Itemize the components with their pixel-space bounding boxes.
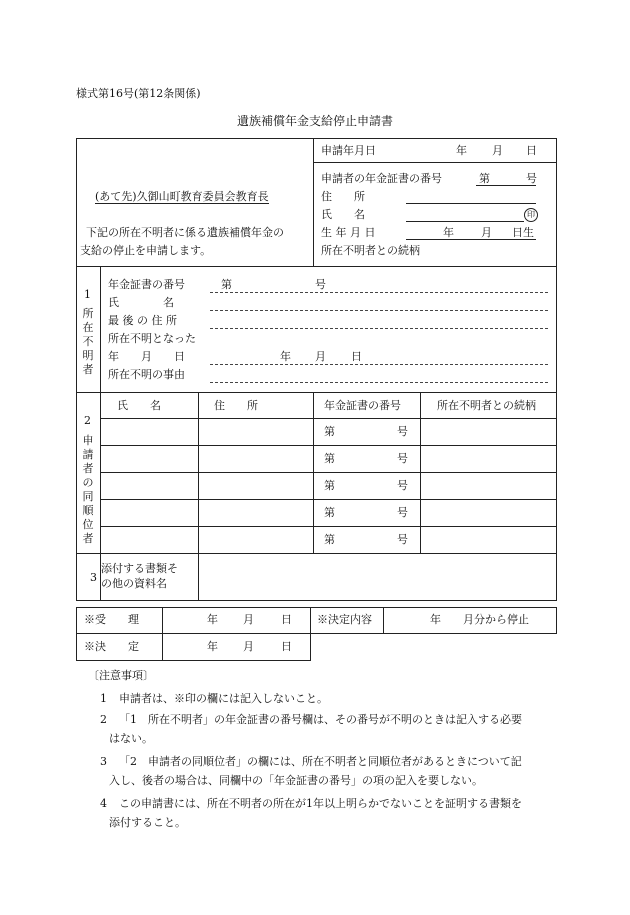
decided-label: ※決 定 xyxy=(84,640,139,653)
notes-heading: 〔注意事項〕 xyxy=(88,669,154,682)
section1-row-missing-since: 所在不明となった xyxy=(108,332,196,345)
birth-year-unit: 年 xyxy=(443,226,454,239)
application-year-unit: 年 xyxy=(456,144,467,157)
section2-row3-dai: 第 xyxy=(324,479,335,492)
note3-text-line1: 「2 申請者の同順位者」の欄には、所在不明者と同順位者があるときについて記 xyxy=(119,755,522,768)
section3-number: 3 xyxy=(90,571,97,584)
note4-text-line1: この申請書には、所在不明者の所在が1年以上明らかでないことを証明する書類を xyxy=(119,797,522,810)
note2-text-line1: 「1 所在不明者」の年金証書の番号欄は、その番号が不明のときは記入する必要 xyxy=(119,713,522,726)
address-field[interactable] xyxy=(406,203,536,204)
received-label: ※受 理 xyxy=(84,613,139,626)
relation-label: 所在不明者との続柄 xyxy=(321,244,420,257)
section1-number: 1 xyxy=(84,288,91,301)
form-title: 遺族補償年金支給停止申請書 xyxy=(236,114,393,128)
section3-attachments-field[interactable] xyxy=(199,554,556,600)
section2-header-relation: 所在不明者との続柄 xyxy=(437,399,536,412)
application-date-label: 申請年月日 xyxy=(321,144,376,157)
section1-row-last-address: 最 後 の 住 所 xyxy=(108,314,177,327)
section1-row-cert-number: 年金証書の番号 xyxy=(108,278,185,291)
name-label: 氏 名 xyxy=(321,208,365,221)
note1-number: 1 xyxy=(100,692,107,705)
section2-header-name: 氏 名 xyxy=(117,399,161,412)
section1-row-date: 年 月 日 xyxy=(108,350,185,363)
application-day-unit: 日 xyxy=(526,144,537,157)
note3-text-line2: 入し、後者の場合は、同欄中の「年金証書の番号」の項の記入を要しない。 xyxy=(109,774,483,787)
section1-dai: 第 xyxy=(221,278,232,291)
section2-header-cert-number: 年金証書の番号 xyxy=(324,399,401,412)
form-number: 様式第16号(第12条関係) xyxy=(76,87,201,100)
section1-cert-number-field[interactable] xyxy=(210,292,548,293)
cert-number-label: 申請者の年金証書の番号 xyxy=(321,172,442,185)
section1-day-unit: 日 xyxy=(351,350,362,363)
request-text-line1: 下記の所在不明者に係る遺族補償年金の xyxy=(86,226,284,239)
decided-year-unit: 年 xyxy=(207,640,218,653)
section1-reason-field[interactable] xyxy=(210,382,548,383)
birth-month-unit: 月 xyxy=(481,226,492,239)
address-label: 住 所 xyxy=(321,190,365,203)
received-year-unit: 年 xyxy=(207,613,218,626)
section2-header-address: 住 所 xyxy=(214,399,258,412)
section2-number: 2 xyxy=(84,414,91,427)
section1-date-field[interactable] xyxy=(210,364,548,365)
note4-number: 4 xyxy=(100,797,107,810)
cert-number-field[interactable] xyxy=(476,185,536,186)
section3-label-line2: の他の資料名 xyxy=(101,577,167,590)
section3-label-line1: 添付する書類そ xyxy=(101,562,178,575)
section1-month-unit: 月 xyxy=(315,350,326,363)
section2-vertical-label: 申請者の同順位者 xyxy=(82,434,94,545)
decision-content-label: ※決定内容 xyxy=(317,613,372,626)
section2-row3-go: 号 xyxy=(397,479,408,492)
section2-row4-go: 号 xyxy=(397,506,408,519)
section2-row2-dai: 第 xyxy=(324,452,335,465)
section2-row2-go: 号 xyxy=(397,452,408,465)
note2-number: 2 xyxy=(100,713,107,726)
received-day-unit: 日 xyxy=(281,613,292,626)
received-month-unit: 月 xyxy=(243,613,254,626)
section1-year-unit: 年 xyxy=(280,350,291,363)
section2-row1-dai: 第 xyxy=(324,425,335,438)
section1-go: 号 xyxy=(315,278,326,291)
birth-date-label: 生 年 月 日 xyxy=(321,226,376,239)
addressee: (あて先)久御山町教育委員会教育長 xyxy=(95,190,269,203)
decided-month-unit: 月 xyxy=(243,640,254,653)
name-field[interactable] xyxy=(406,221,524,222)
stop-from-text: 年 月分から停止 xyxy=(430,613,529,626)
section1-row-name: 氏 名 xyxy=(108,296,174,309)
section1-row-reason: 所在不明の事由 xyxy=(108,368,185,381)
section2-row1-go: 号 xyxy=(397,425,408,438)
decided-day-unit: 日 xyxy=(281,640,292,653)
note1-text: 申請者は、※印の欄には記入しないこと。 xyxy=(119,692,328,705)
request-text-line2: 支給の停止を申請します。 xyxy=(80,244,212,257)
seal-mark xyxy=(524,207,538,222)
note4-text-line2: 添付すること。 xyxy=(109,816,186,829)
birth-date-field[interactable] xyxy=(406,239,536,240)
note2-text-line2: はない。 xyxy=(109,732,153,745)
section1-last-address-field[interactable] xyxy=(210,328,548,329)
seal-icon: 印 xyxy=(524,208,538,222)
section1-vertical-label: 所在不明者 xyxy=(82,307,94,376)
section2-row4-dai: 第 xyxy=(324,506,335,519)
cert-number-dai: 第 xyxy=(479,172,490,185)
section2-row5-dai: 第 xyxy=(324,533,335,546)
note3-number: 3 xyxy=(100,755,107,768)
section1-name-field[interactable] xyxy=(210,310,548,311)
birth-day-unit: 日生 xyxy=(512,226,534,239)
section2-row5-go: 号 xyxy=(397,533,408,546)
cert-number-go: 号 xyxy=(526,172,537,185)
application-month-unit: 月 xyxy=(492,144,503,157)
